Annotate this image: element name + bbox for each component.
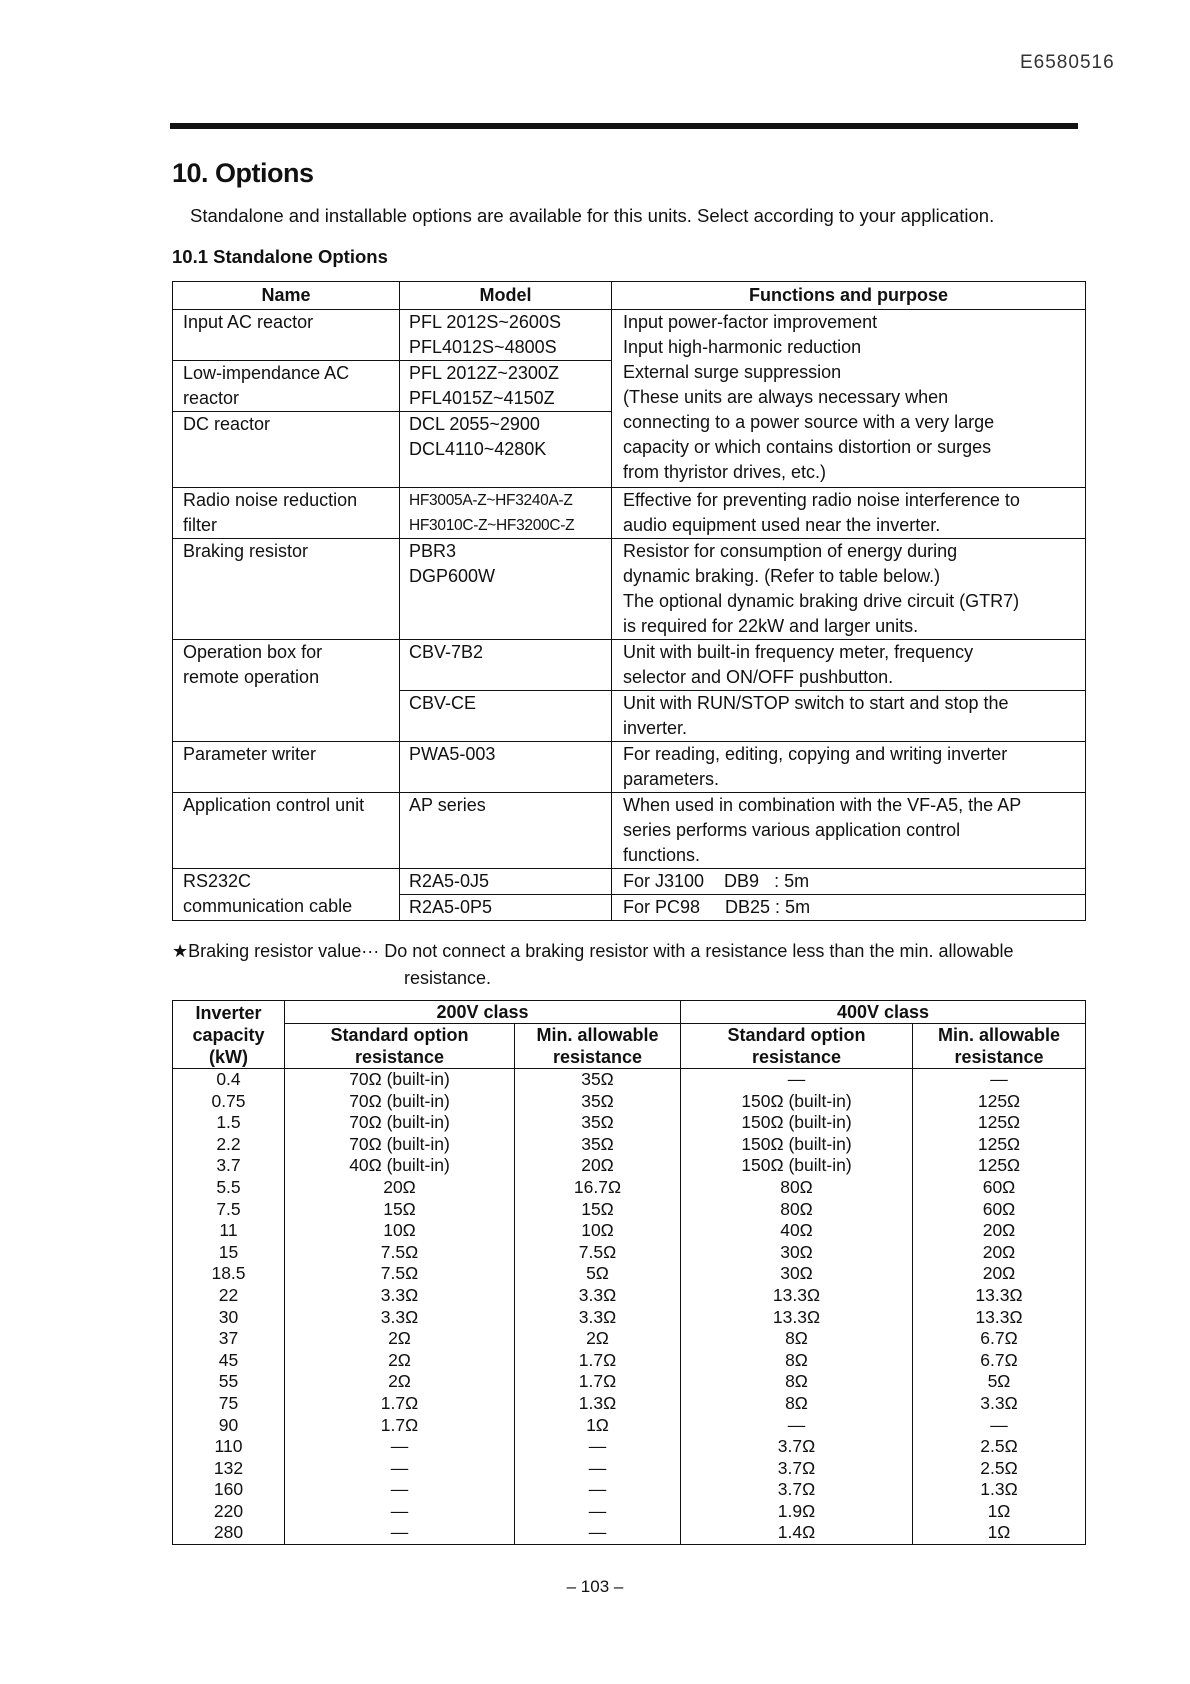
cell-line: audio equipment used near the inverter. — [623, 515, 941, 535]
min-200v-cell: 2Ω — [515, 1328, 681, 1350]
section-intro: Standalone and installable options are available for this units. Select according to your application. — [190, 205, 995, 226]
cell-line: Low-impendance AC — [183, 363, 350, 383]
min-400v-cell: 125Ω — [913, 1112, 1086, 1134]
cell-line: Parameter writer — [183, 744, 317, 764]
option-model — [400, 361, 611, 411]
braking-resistor-note-continued: resistance. — [404, 968, 492, 988]
option-function: For PC98 DB25 : 5m — [623, 897, 811, 917]
table-row — [173, 1307, 1086, 1329]
min-400v-cell: — — [913, 1415, 1086, 1437]
std-200v-cell: 15Ω — [285, 1199, 515, 1221]
option-name — [173, 488, 399, 538]
option-function — [612, 488, 1085, 538]
cell-line: capacity or which contains distortion or surges — [623, 437, 992, 457]
min-200v-cell: 10Ω — [515, 1220, 681, 1242]
cell-line: dynamic braking. (Refer to table below.) — [623, 566, 941, 586]
cell-line: is required for 22kW and larger units. — [623, 616, 919, 636]
std-200v-cell: 70Ω (built-in) — [285, 1091, 515, 1113]
option-name — [173, 539, 399, 564]
cell-line: For reading, editing, copying and writing inverter — [623, 744, 1008, 764]
min-200v-cell: 7.5Ω — [515, 1242, 681, 1264]
capacity-cell: 75 — [173, 1393, 285, 1415]
min-200v-cell: 3.3Ω — [515, 1285, 681, 1307]
table-row — [173, 1177, 1086, 1199]
cell-line: Resistor for consumption of energy during — [623, 541, 958, 561]
cell-line: Input AC reactor — [183, 312, 314, 332]
capacity-cell: 22 — [173, 1285, 285, 1307]
option-model — [400, 310, 611, 360]
option-model — [400, 539, 611, 589]
cell-line: CBV-CE — [409, 693, 477, 713]
table-row — [173, 1199, 1086, 1221]
cell-line: series performs various application control — [623, 820, 961, 840]
std-400v-cell: 3.7Ω — [681, 1479, 913, 1501]
table-row — [173, 1069, 1086, 1091]
cell-line: The optional dynamic braking drive circuit (GTR7) — [623, 591, 1020, 611]
min-200v-cell: — — [515, 1501, 681, 1523]
std-200v-cell: 40Ω (built-in) — [285, 1155, 515, 1177]
std-200v-cell: — — [285, 1436, 515, 1458]
cell-line: Unit with RUN/STOP switch to start and stop the — [623, 693, 1009, 713]
min-200v-cell: 16.7Ω — [515, 1177, 681, 1199]
table-row — [173, 1393, 1086, 1415]
std-200v-cell: 7.5Ω — [285, 1263, 515, 1285]
std-400v-cell: 150Ω (built-in) — [681, 1112, 913, 1134]
cell-line: filter — [183, 515, 218, 535]
table-header-row — [173, 1024, 1086, 1069]
cell-line: Operation box for — [183, 642, 323, 662]
min-200v-cell: 3.3Ω — [515, 1307, 681, 1329]
capacity-cell: 5.5 — [173, 1177, 285, 1199]
option-name — [173, 793, 399, 818]
cell-line: DC reactor — [183, 414, 271, 434]
capacity-cell: 280 — [173, 1522, 285, 1544]
document-code: E6580516 — [1020, 52, 1115, 73]
option-model — [400, 691, 611, 716]
capacity-cell: 132 — [173, 1458, 285, 1480]
cell-line: remote operation — [183, 667, 320, 687]
capacity-cell: 30 — [173, 1307, 285, 1329]
std-400v-cell: 3.7Ω — [681, 1458, 913, 1480]
std-400v-cell: 30Ω — [681, 1263, 913, 1285]
cell-line: from thyristor drives, etc.) — [623, 462, 827, 482]
capacity-cell: 110 — [173, 1436, 285, 1458]
option-model — [400, 793, 611, 818]
table-row — [173, 1263, 1086, 1285]
std-200v-cell: 2Ω — [285, 1328, 515, 1350]
section-title: 10. Options — [172, 158, 314, 188]
std-200v-cell: 2Ω — [285, 1350, 515, 1372]
capacity-cell: 1.5 — [173, 1112, 285, 1134]
option-function — [612, 310, 1085, 485]
option-model: R2A5-0P5 — [409, 897, 493, 917]
min-200v-cell: 15Ω — [515, 1199, 681, 1221]
column-header-model: Model — [400, 282, 612, 310]
standalone-options-table — [172, 281, 1086, 921]
cell-line: DCL 2055~2900 — [409, 414, 540, 434]
std-400v-cell: 13.3Ω — [681, 1285, 913, 1307]
option-name — [173, 640, 399, 690]
table-row — [173, 1112, 1086, 1134]
column-header-400v-standard: Standard option resistance — [681, 1024, 913, 1069]
min-200v-cell: 20Ω — [515, 1155, 681, 1177]
option-name — [173, 361, 399, 411]
std-200v-cell: — — [285, 1522, 515, 1544]
capacity-cell: 11 — [173, 1220, 285, 1242]
std-400v-cell: 8Ω — [681, 1371, 913, 1393]
min-400v-cell: 13.3Ω — [913, 1285, 1086, 1307]
min-200v-cell: — — [515, 1436, 681, 1458]
column-header-200v-standard: Standard option resistance — [285, 1024, 515, 1069]
cell-line: functions. — [623, 845, 701, 865]
cell-line: HF3010C-Z~HF3200C-Z — [409, 517, 575, 534]
std-400v-cell: 13.3Ω — [681, 1307, 913, 1329]
std-400v-cell: 8Ω — [681, 1328, 913, 1350]
std-200v-cell: 2Ω — [285, 1371, 515, 1393]
table-row — [173, 1242, 1086, 1264]
table-row — [173, 1350, 1086, 1372]
table-row — [173, 1134, 1086, 1156]
cell-line: connecting to a power source with a very large — [623, 412, 995, 432]
column-header-200v-min: Min. allowable resistance — [515, 1024, 681, 1069]
table-row — [173, 1155, 1086, 1177]
std-200v-cell: 3.3Ω — [285, 1285, 515, 1307]
min-200v-cell: 1Ω — [515, 1415, 681, 1437]
cell-line: selector and ON/OFF pushbutton. — [623, 667, 894, 687]
std-400v-cell: 80Ω — [681, 1177, 913, 1199]
std-400v-cell: 150Ω (built-in) — [681, 1134, 913, 1156]
min-400v-cell: 20Ω — [913, 1220, 1086, 1242]
capacity-cell: 37 — [173, 1328, 285, 1350]
table-row — [173, 1479, 1086, 1501]
capacity-cell: 55 — [173, 1371, 285, 1393]
min-400v-cell: 2.5Ω — [913, 1436, 1086, 1458]
min-200v-cell: 5Ω — [515, 1263, 681, 1285]
column-group-400v: 400V class — [681, 1001, 1086, 1024]
table-row — [173, 793, 1086, 869]
min-400v-cell: 125Ω — [913, 1155, 1086, 1177]
min-400v-cell: 2.5Ω — [913, 1458, 1086, 1480]
std-200v-cell: 70Ω (built-in) — [285, 1069, 515, 1091]
min-400v-cell: 125Ω — [913, 1134, 1086, 1156]
min-400v-cell: 5Ω — [913, 1371, 1086, 1393]
column-group-200v: 200V class — [285, 1001, 681, 1024]
cell-line: PFL 2012Z~2300Z — [409, 363, 559, 383]
std-400v-cell: 3.7Ω — [681, 1436, 913, 1458]
option-function — [612, 793, 1085, 868]
option-function — [612, 640, 1085, 690]
capacity-cell: 220 — [173, 1501, 285, 1523]
braking-resistor-note: ★Braking resistor value··· Do not connect a braking resistor with a resistance less than the min. allowable — [172, 941, 1014, 961]
table-row — [173, 1436, 1086, 1458]
std-400v-cell: — — [681, 1415, 913, 1437]
min-200v-cell: — — [515, 1458, 681, 1480]
option-model — [400, 412, 611, 462]
min-400v-cell: 60Ω — [913, 1199, 1086, 1221]
min-400v-cell: 20Ω — [913, 1242, 1086, 1264]
table-header-row — [173, 282, 1086, 310]
option-function — [612, 742, 1085, 792]
min-200v-cell: 1.7Ω — [515, 1371, 681, 1393]
min-400v-cell: 20Ω — [913, 1263, 1086, 1285]
cell-line: DGP600W — [409, 566, 496, 586]
std-200v-cell: 1.7Ω — [285, 1393, 515, 1415]
min-400v-cell: 60Ω — [913, 1177, 1086, 1199]
cell-line: Unit with built-in frequency meter, frequency — [623, 642, 974, 662]
option-function — [612, 691, 1085, 741]
cell-line: Application control unit — [183, 795, 365, 815]
std-400v-cell: 150Ω (built-in) — [681, 1091, 913, 1113]
cell-line: Input high-harmonic reduction — [623, 337, 862, 357]
std-200v-cell: — — [285, 1501, 515, 1523]
option-name — [173, 742, 399, 767]
std-400v-cell: — — [681, 1069, 913, 1091]
cell-line: parameters. — [623, 769, 720, 789]
option-name — [173, 310, 399, 335]
column-header-name: Name — [173, 282, 400, 310]
cell-line: DCL4110~4280K — [409, 439, 547, 459]
capacity-cell: 2.2 — [173, 1134, 285, 1156]
table-row — [173, 640, 1086, 691]
table-row — [173, 742, 1086, 793]
min-400v-cell: 13.3Ω — [913, 1307, 1086, 1329]
min-400v-cell: 3.3Ω — [913, 1393, 1086, 1415]
capacity-cell: 7.5 — [173, 1199, 285, 1221]
std-400v-cell: 1.4Ω — [681, 1522, 913, 1544]
min-200v-cell: 35Ω — [515, 1134, 681, 1156]
cell-line: Effective for preventing radio noise interference to — [623, 490, 1020, 510]
cell-line: Braking resistor — [183, 541, 309, 561]
option-name — [173, 869, 399, 919]
std-200v-cell: 7.5Ω — [285, 1242, 515, 1264]
cell-line: (These units are always necessary when — [623, 387, 949, 407]
cell-line: RS232C — [183, 871, 252, 891]
min-400v-cell: 1Ω — [913, 1501, 1086, 1523]
std-200v-cell: 10Ω — [285, 1220, 515, 1242]
cell-line: When used in combination with the VF-A5, the AP — [623, 795, 1022, 815]
braking-resistor-table — [172, 1000, 1086, 1545]
cell-line: inverter. — [623, 718, 688, 738]
min-400v-cell: — — [913, 1069, 1086, 1091]
braking-resistor-table-body — [173, 1069, 1086, 1545]
table-row — [173, 1522, 1086, 1544]
option-name — [173, 412, 399, 437]
std-400v-cell: 80Ω — [681, 1199, 913, 1221]
subsection-title: 10.1 Standalone Options — [172, 246, 388, 267]
std-400v-cell: 150Ω (built-in) — [681, 1155, 913, 1177]
cell-line: CBV-7B2 — [409, 642, 484, 662]
min-200v-cell: 1.3Ω — [515, 1393, 681, 1415]
std-400v-cell: 8Ω — [681, 1393, 913, 1415]
std-200v-cell: 3.3Ω — [285, 1307, 515, 1329]
capacity-cell: 0.4 — [173, 1069, 285, 1091]
option-function — [612, 539, 1085, 639]
capacity-cell: 15 — [173, 1242, 285, 1264]
cell-line: PFL4015Z~4150Z — [409, 388, 555, 408]
table-row — [173, 310, 1086, 361]
table-row — [173, 539, 1086, 640]
option-model — [400, 488, 611, 538]
table-row — [173, 869, 1086, 895]
cell-line: PFL 2012S~2600S — [409, 312, 561, 332]
header-rule — [170, 123, 1078, 129]
table-row — [173, 1220, 1086, 1242]
min-400v-cell: 6.7Ω — [913, 1350, 1086, 1372]
capacity-cell: 45 — [173, 1350, 285, 1372]
capacity-cell: 3.7 — [173, 1155, 285, 1177]
column-header-capacity: Inverter capacity (kW) — [173, 1001, 285, 1069]
option-function: For J3100 DB9 : 5m — [623, 871, 810, 891]
table-row — [173, 1415, 1086, 1437]
option-model: R2A5-0J5 — [409, 871, 490, 891]
std-400v-cell: 30Ω — [681, 1242, 913, 1264]
std-200v-cell: — — [285, 1458, 515, 1480]
cell-line: Input power-factor improvement — [623, 312, 878, 332]
std-200v-cell: 1.7Ω — [285, 1415, 515, 1437]
min-400v-cell: 1.3Ω — [913, 1479, 1086, 1501]
table-row — [173, 1458, 1086, 1480]
table-row — [173, 488, 1086, 539]
std-200v-cell: — — [285, 1479, 515, 1501]
column-header-functions: Functions and purpose — [612, 282, 1086, 310]
std-400v-cell: 8Ω — [681, 1350, 913, 1372]
capacity-cell: 18.5 — [173, 1263, 285, 1285]
cell-line: External surge suppression — [623, 362, 842, 382]
column-header-400v-min: Min. allowable resistance — [913, 1024, 1086, 1069]
table-row — [173, 1501, 1086, 1523]
cell-line: AP series — [409, 795, 486, 815]
option-model — [400, 640, 611, 665]
cell-line: HF3005A-Z~HF3240A-Z — [409, 492, 573, 509]
capacity-cell: 90 — [173, 1415, 285, 1437]
table-row — [173, 1285, 1086, 1307]
table-row — [173, 1371, 1086, 1393]
min-200v-cell: 35Ω — [515, 1069, 681, 1091]
cell-line: PBR3 — [409, 541, 457, 561]
option-model — [400, 742, 611, 767]
table-row — [173, 1328, 1086, 1350]
min-200v-cell: 35Ω — [515, 1091, 681, 1113]
page-number: – 103 – — [566, 1577, 624, 1596]
cell-line: communication cable — [183, 896, 353, 916]
cell-line: PWA5-003 — [409, 744, 496, 764]
table-row — [173, 1091, 1086, 1113]
std-400v-cell: 1.9Ω — [681, 1501, 913, 1523]
min-200v-cell: 35Ω — [515, 1112, 681, 1134]
std-200v-cell: 70Ω (built-in) — [285, 1134, 515, 1156]
cell-line: reactor — [183, 388, 240, 408]
std-200v-cell: 20Ω — [285, 1177, 515, 1199]
cell-line: Radio noise reduction — [183, 490, 358, 510]
std-200v-cell: 70Ω (built-in) — [285, 1112, 515, 1134]
std-400v-cell: 40Ω — [681, 1220, 913, 1242]
min-400v-cell: 6.7Ω — [913, 1328, 1086, 1350]
min-200v-cell: — — [515, 1522, 681, 1544]
min-200v-cell: 1.7Ω — [515, 1350, 681, 1372]
min-400v-cell: 1Ω — [913, 1522, 1086, 1544]
capacity-cell: 0.75 — [173, 1091, 285, 1113]
capacity-cell: 160 — [173, 1479, 285, 1501]
table-header-row — [173, 1001, 1086, 1024]
min-400v-cell: 125Ω — [913, 1091, 1086, 1113]
cell-line: PFL4012S~4800S — [409, 337, 557, 357]
min-200v-cell: — — [515, 1479, 681, 1501]
